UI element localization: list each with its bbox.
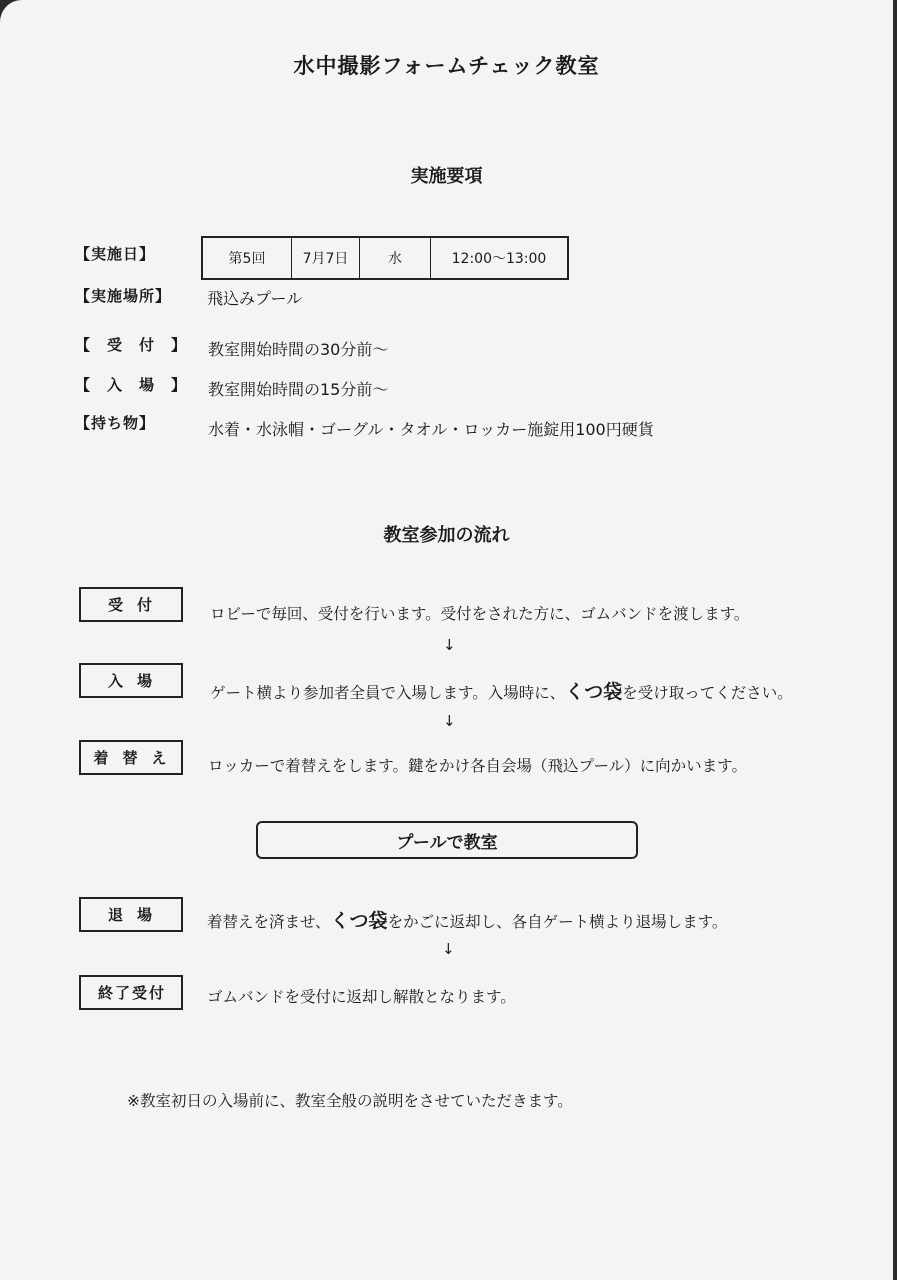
- flow-arrow-1: ↓: [443, 636, 456, 654]
- step-final-reception-box: 終了受付: [79, 975, 183, 1010]
- shoe-bag-emphasis-1: くつ袋: [565, 681, 623, 703]
- items-value: 水着・水泳帽・ゴーグル・タオル・ロッカー施錠用100円硬貨: [208, 420, 654, 439]
- pool-class-box: プールで教室: [256, 821, 638, 859]
- step-reception-box: 受付: [79, 587, 183, 622]
- reception-label: 【 受 付 】: [75, 336, 188, 354]
- step-exit-box: 退場: [79, 897, 183, 932]
- date-label: 【実施日】: [75, 245, 156, 263]
- time-cell: 12:00～13:00: [451, 251, 547, 267]
- step-change-text: ロッカーで着替えをします。鍵をかけ各自会場（飛込プール）に向かいます。: [208, 757, 747, 775]
- entry-label: 【 入 場 】: [75, 376, 188, 394]
- document-title: 水中撮影フォームチェック教室: [293, 54, 600, 78]
- section-title-flow: 教室参加の流れ: [383, 525, 510, 546]
- place-label: 【実施場所】: [75, 287, 172, 305]
- weekday-cell: 水: [360, 238, 431, 278]
- step-exit-text-b: をかごに返却し、各自ゲート横より退場します。: [387, 913, 728, 931]
- flow-arrow-2: ↓: [443, 712, 456, 730]
- step-exit-text-a: 着替えを済ませ、: [207, 913, 331, 931]
- footnote: ※教室初日の入場前に、教室全般の説明をさせていただきます。: [127, 1092, 573, 1110]
- section-title-overview: 実施要項: [410, 166, 483, 187]
- step-entry-box: 入場: [79, 663, 183, 698]
- session-number-cell: 第5回: [203, 238, 292, 278]
- items-label: 【持ち物】: [75, 414, 156, 432]
- shoe-bag-emphasis-2: くつ袋: [330, 910, 388, 932]
- place-value: 飛込みプール: [207, 289, 303, 308]
- step-entry-text-a: ゲート横より参加者全員で入場します。入場時に、: [210, 684, 566, 702]
- date-table: [201, 236, 569, 280]
- step-reception-text: ロビーで毎回、受付を行います。受付をされた方に、ゴムバンドを渡します。: [210, 605, 750, 623]
- step-final-reception-text: ゴムバンドを受付に返却し解散となります。: [207, 988, 516, 1006]
- entry-value: 教室開始時間の15分前～: [208, 380, 389, 399]
- step-change-box: 着替え: [79, 740, 183, 775]
- date-cell: 7月7日: [292, 238, 360, 278]
- step-entry-text: [210, 677, 793, 704]
- flow-arrow-3: ↓: [442, 940, 455, 958]
- reception-value: 教室開始時間の30分前～: [208, 340, 389, 359]
- step-exit-text: [207, 906, 727, 933]
- step-entry-text-b: を受け取ってください。: [622, 684, 793, 702]
